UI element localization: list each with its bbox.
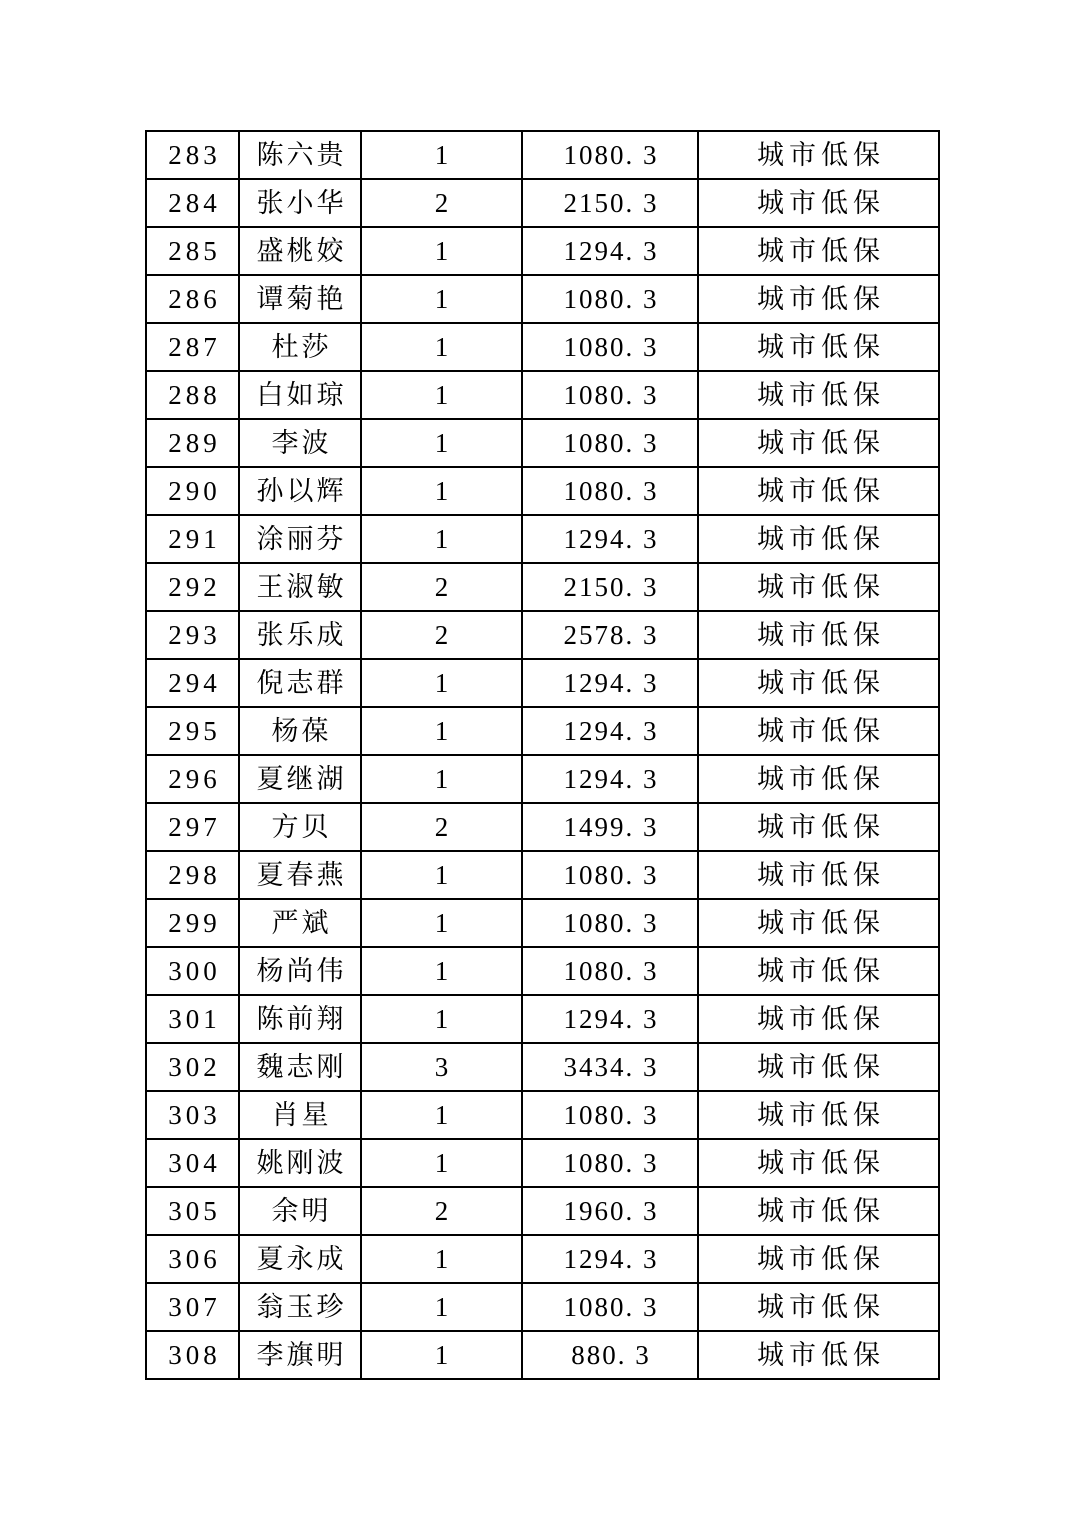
cell-name: 夏春燕 (239, 851, 361, 899)
cell-row-number: 308 (146, 1331, 239, 1379)
cell-amount: 2578. 3 (522, 611, 698, 659)
cell-name: 陈前翔 (239, 995, 361, 1043)
cell-category: 城市低保 (698, 563, 939, 611)
cell-category: 城市低保 (698, 707, 939, 755)
cell-category: 城市低保 (698, 371, 939, 419)
cell-row-number: 287 (146, 323, 239, 371)
cell-row-number: 284 (146, 179, 239, 227)
cell-person-count: 1 (361, 995, 522, 1043)
cell-name: 盛桃姣 (239, 227, 361, 275)
cell-name: 翁玉珍 (239, 1283, 361, 1331)
cell-row-number: 294 (146, 659, 239, 707)
cell-amount: 1080. 3 (522, 371, 698, 419)
cell-amount: 1294. 3 (522, 515, 698, 563)
benefit-recipients-table (145, 130, 940, 1380)
cell-name: 倪志群 (239, 659, 361, 707)
cell-category: 城市低保 (698, 1043, 939, 1091)
cell-person-count: 1 (361, 755, 522, 803)
cell-category: 城市低保 (698, 1331, 939, 1379)
table-row (146, 755, 939, 803)
cell-amount: 1080. 3 (522, 323, 698, 371)
cell-row-number: 283 (146, 131, 239, 179)
cell-person-count: 1 (361, 275, 522, 323)
cell-name: 严斌 (239, 899, 361, 947)
cell-name: 姚刚波 (239, 1139, 361, 1187)
cell-amount: 1080. 3 (522, 899, 698, 947)
cell-amount: 1080. 3 (522, 851, 698, 899)
cell-row-number: 303 (146, 1091, 239, 1139)
cell-name: 杜莎 (239, 323, 361, 371)
table-row (146, 707, 939, 755)
cell-amount: 2150. 3 (522, 563, 698, 611)
cell-person-count: 2 (361, 1187, 522, 1235)
cell-person-count: 1 (361, 227, 522, 275)
table-row (146, 563, 939, 611)
cell-person-count: 1 (361, 899, 522, 947)
cell-row-number: 289 (146, 419, 239, 467)
cell-category: 城市低保 (698, 899, 939, 947)
cell-name: 王淑敏 (239, 563, 361, 611)
cell-row-number: 285 (146, 227, 239, 275)
cell-row-number: 304 (146, 1139, 239, 1187)
cell-category: 城市低保 (698, 467, 939, 515)
table-row (146, 1139, 939, 1187)
cell-row-number: 286 (146, 275, 239, 323)
cell-row-number: 307 (146, 1283, 239, 1331)
cell-person-count: 3 (361, 1043, 522, 1091)
cell-name: 夏永成 (239, 1235, 361, 1283)
table-body (146, 131, 939, 1379)
table-row (146, 131, 939, 179)
cell-row-number: 298 (146, 851, 239, 899)
cell-name: 张乐成 (239, 611, 361, 659)
cell-amount: 1080. 3 (522, 1139, 698, 1187)
cell-category: 城市低保 (698, 1283, 939, 1331)
table-row (146, 1235, 939, 1283)
cell-category: 城市低保 (698, 755, 939, 803)
cell-person-count: 1 (361, 707, 522, 755)
cell-name: 方贝 (239, 803, 361, 851)
cell-name: 魏志刚 (239, 1043, 361, 1091)
cell-person-count: 1 (361, 1139, 522, 1187)
cell-row-number: 297 (146, 803, 239, 851)
table-row (146, 611, 939, 659)
table-row (146, 275, 939, 323)
cell-person-count: 2 (361, 563, 522, 611)
cell-name: 夏继湖 (239, 755, 361, 803)
table-row (146, 1091, 939, 1139)
cell-row-number: 305 (146, 1187, 239, 1235)
cell-category: 城市低保 (698, 1187, 939, 1235)
cell-row-number: 302 (146, 1043, 239, 1091)
cell-name: 张小华 (239, 179, 361, 227)
cell-person-count: 1 (361, 659, 522, 707)
table-row (146, 995, 939, 1043)
cell-amount: 1294. 3 (522, 659, 698, 707)
cell-name: 白如琼 (239, 371, 361, 419)
cell-person-count: 1 (361, 419, 522, 467)
cell-row-number: 292 (146, 563, 239, 611)
cell-row-number: 290 (146, 467, 239, 515)
cell-amount: 1960. 3 (522, 1187, 698, 1235)
cell-row-number: 295 (146, 707, 239, 755)
table-row (146, 1187, 939, 1235)
cell-category: 城市低保 (698, 419, 939, 467)
cell-person-count: 1 (361, 851, 522, 899)
table-row (146, 947, 939, 995)
cell-amount: 1080. 3 (522, 131, 698, 179)
cell-amount: 1294. 3 (522, 1235, 698, 1283)
table-row (146, 803, 939, 851)
cell-person-count: 1 (361, 467, 522, 515)
cell-category: 城市低保 (698, 995, 939, 1043)
cell-name: 涂丽芬 (239, 515, 361, 563)
cell-person-count: 1 (361, 131, 522, 179)
cell-amount: 1080. 3 (522, 275, 698, 323)
cell-row-number: 301 (146, 995, 239, 1043)
table-row (146, 419, 939, 467)
cell-amount: 1294. 3 (522, 227, 698, 275)
cell-amount: 1499. 3 (522, 803, 698, 851)
cell-amount: 1080. 3 (522, 947, 698, 995)
cell-category: 城市低保 (698, 947, 939, 995)
cell-amount: 1294. 3 (522, 755, 698, 803)
table-row (146, 515, 939, 563)
cell-category: 城市低保 (698, 275, 939, 323)
cell-row-number: 300 (146, 947, 239, 995)
cell-person-count: 1 (361, 1235, 522, 1283)
cell-name: 余明 (239, 1187, 361, 1235)
cell-name: 李波 (239, 419, 361, 467)
cell-category: 城市低保 (698, 179, 939, 227)
table-row (146, 1331, 939, 1379)
cell-person-count: 1 (361, 1091, 522, 1139)
cell-category: 城市低保 (698, 659, 939, 707)
cell-name: 肖星 (239, 1091, 361, 1139)
cell-amount: 1080. 3 (522, 1091, 698, 1139)
cell-person-count: 2 (361, 179, 522, 227)
cell-amount: 3434. 3 (522, 1043, 698, 1091)
cell-amount: 1080. 3 (522, 467, 698, 515)
table-row (146, 899, 939, 947)
table-row (146, 659, 939, 707)
cell-name: 孙以辉 (239, 467, 361, 515)
cell-name: 谭菊艳 (239, 275, 361, 323)
cell-category: 城市低保 (698, 131, 939, 179)
cell-category: 城市低保 (698, 227, 939, 275)
cell-category: 城市低保 (698, 323, 939, 371)
cell-row-number: 293 (146, 611, 239, 659)
cell-amount: 880. 3 (522, 1331, 698, 1379)
cell-amount: 2150. 3 (522, 179, 698, 227)
cell-name: 李旗明 (239, 1331, 361, 1379)
cell-amount: 1294. 3 (522, 707, 698, 755)
cell-person-count: 1 (361, 371, 522, 419)
table-row (146, 371, 939, 419)
cell-person-count: 1 (361, 947, 522, 995)
table-row (146, 467, 939, 515)
cell-person-count: 2 (361, 803, 522, 851)
cell-name: 杨葆 (239, 707, 361, 755)
cell-category: 城市低保 (698, 1139, 939, 1187)
cell-category: 城市低保 (698, 515, 939, 563)
cell-row-number: 288 (146, 371, 239, 419)
cell-name: 杨尚伟 (239, 947, 361, 995)
cell-amount: 1294. 3 (522, 995, 698, 1043)
table-row (146, 323, 939, 371)
table-row (146, 1043, 939, 1091)
cell-person-count: 1 (361, 515, 522, 563)
cell-row-number: 306 (146, 1235, 239, 1283)
cell-row-number: 296 (146, 755, 239, 803)
cell-category: 城市低保 (698, 611, 939, 659)
cell-category: 城市低保 (698, 1235, 939, 1283)
cell-amount: 1080. 3 (522, 1283, 698, 1331)
table-row (146, 179, 939, 227)
cell-person-count: 1 (361, 1283, 522, 1331)
cell-row-number: 291 (146, 515, 239, 563)
cell-name: 陈六贵 (239, 131, 361, 179)
table-row (146, 1283, 939, 1331)
cell-category: 城市低保 (698, 1091, 939, 1139)
cell-row-number: 299 (146, 899, 239, 947)
cell-category: 城市低保 (698, 803, 939, 851)
cell-amount: 1080. 3 (522, 419, 698, 467)
table-row (146, 227, 939, 275)
cell-person-count: 2 (361, 611, 522, 659)
cell-category: 城市低保 (698, 851, 939, 899)
cell-person-count: 1 (361, 1331, 522, 1379)
cell-person-count: 1 (361, 323, 522, 371)
table-row (146, 851, 939, 899)
